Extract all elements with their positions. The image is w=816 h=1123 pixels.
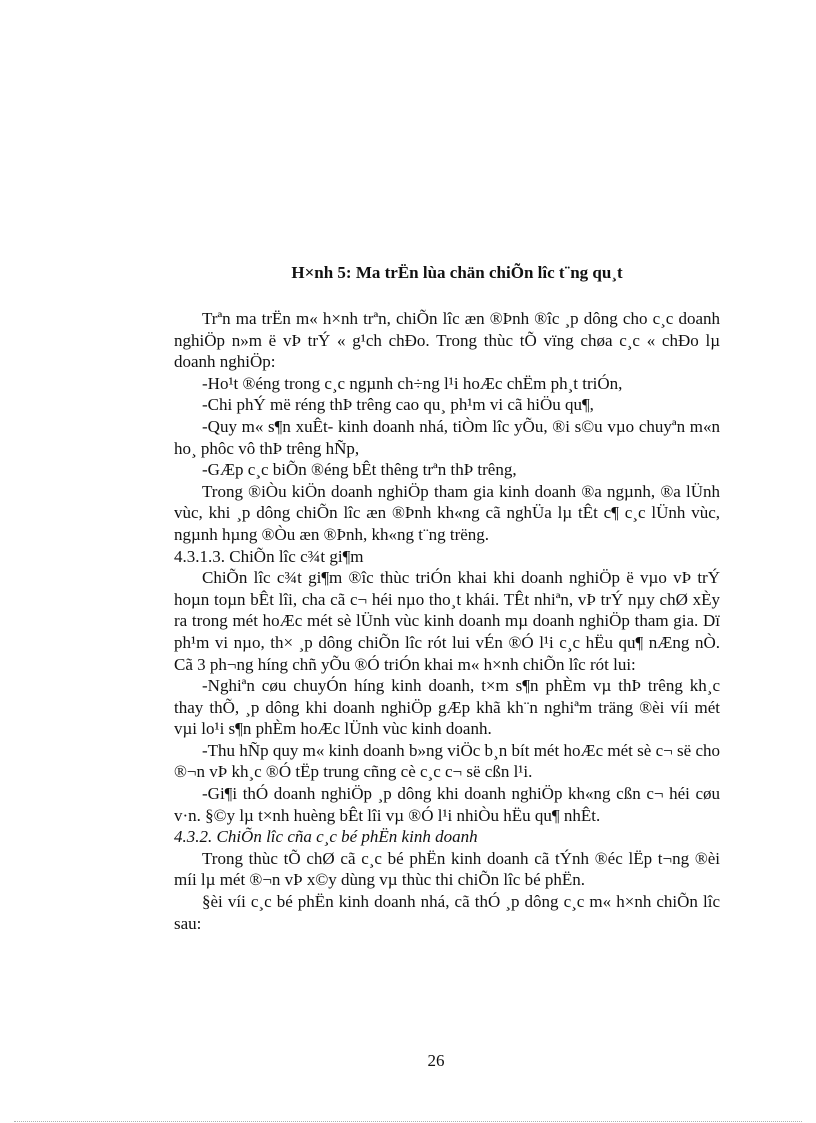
list-item-expansion-cost: -Chi phÝ më réng thÞ trêng cao qu¸ ph¹m vi cã hiÖu qu¶, (202, 395, 594, 415)
list-item-redirect-business: -Nghiªn cøu chuyÓn híng kinh doanh, t×m s¶n phÈm vµ thÞ trêng kh¸c thay thÕ, ¸p dông khi doanh nghiÖp gÆp khã kh¨n nghiªm träng ®èi víi mét vµi lo¹i s¶n phÈm hoÆc lÜnh vùc kinh doanh. (174, 676, 720, 739)
list-item-downsize: -Thu hÑp quy m« kinh doanh b»ng viÖc b¸n bít mét hoÆc mét sè c¬ së cho ®¬n vÞ kh¸c ®Ó tËp trung cñng cè c¸c c¬ së cßn l¹i. (174, 740, 720, 782)
paragraph-multi-industry: Trong ®iÒu kiÖn doanh nghiÖp tham gia kinh doanh ®a ngµnh, ®a lÜnh vùc, khi ¸p dông chiÕn lîc æn ®Þnh kh«ng cã nghÜa lµ tÊt c¶ c¸c lÜnh vùc, ngµnh hµng ®Òu æn ®Þnh, kh«ng t¨ng trëng. (174, 481, 720, 544)
section-heading-4-3-1-3: 4.3.1.3. ChiÕn lîc c¾t gi¶m (174, 546, 364, 566)
paragraph-business-units: Trong thùc tÕ chØ cã c¸c bé phËn kinh doanh cã tÝnh ®éc lËp t¬ng ®èi míi lµ mét ®¬n vÞ x©y dùng vµ thùc thi chiÕn lîc bé phËn. (174, 848, 720, 890)
list-item-small-scale: -Quy m« s¶n xuÊt- kinh doanh nhá, tiÒm lîc yÕu, ®i s©u vµo chuyªn m«n ho¸ phôc vô thÞ trêng hÑp, (174, 416, 720, 458)
paragraph-stable-strategy-intro: Trªn ma trËn m« h×nh trªn, chiÕn lîc æn ®Þnh ®îc ¸p dông cho c¸c doanh nghiÖp n»m ë vÞ trÝ « g¹ch chÐo. Trong thùc tÕ vïng chøa c¸c « chÐo lµ doanh nghiÖp: (174, 309, 720, 372)
list-item-market-fluctuations: -GÆp c¸c biÕn ®éng bÊt thêng trªn thÞ trêng, (202, 460, 517, 480)
section-heading-4-3-2: 4.3.2. ChiÕn lîc cña c¸c bé phËn kinh doanh (174, 827, 478, 847)
paragraph-retrenchment-strategy: ChiÕn lîc c¾t gi¶m ®îc thùc triÓn khai khi doanh nghiÖp ë vµo vÞ trÝ hoµn toµn bÊt lîi, cha cã c¬ héi nµo tho¸t khái. TÊt nhiªn, vÞ trÝ nµy chØ xÈy ra trong mét hoÆc mét sè lÜnh vùc kinh doanh mµ doanh nghiÖp tham gia. Dï ph¹m vi nµo, th× ¸p dông chiÕn lîc rót lui vÉn ®Ó l¹i c¸c hËu qu¶ nÆng nÒ. Cã 3 ph¬ng híng chñ yÕu ®Ó triÓn khai m« h×nh chiÕn lîc rót lui: (174, 568, 720, 674)
list-item-stagnant-industries: -Ho¹t ®éng trong c¸c ngµnh ch÷ng l¹i hoÆc chËm ph¸t triÓn, (202, 373, 623, 393)
body-text (174, 308, 720, 934)
page-number: 26 (427, 1051, 445, 1070)
figure-caption: H×nh 5: Ma trËn lùa chän chiÕn lîc t¨ng qu¸t (291, 263, 623, 282)
list-item-dissolution: -Gi¶i thÓ doanh nghiÖp ¸p dông khi doanh nghiÖp kh«ng cßn c¬ héi cøu v·n. §©y lµ t×nh huèng bÊt lîi vµ ®Ó l¹i nhiÒu hËu qu¶ nhÊt. (174, 784, 720, 825)
footer-divider (14, 1121, 802, 1122)
paragraph-small-units: §èi víi c¸c bé phËn kinh doanh nhá, cã thÓ ¸p dông c¸c m« h×nh chiÕn lîc sau: (174, 892, 720, 933)
